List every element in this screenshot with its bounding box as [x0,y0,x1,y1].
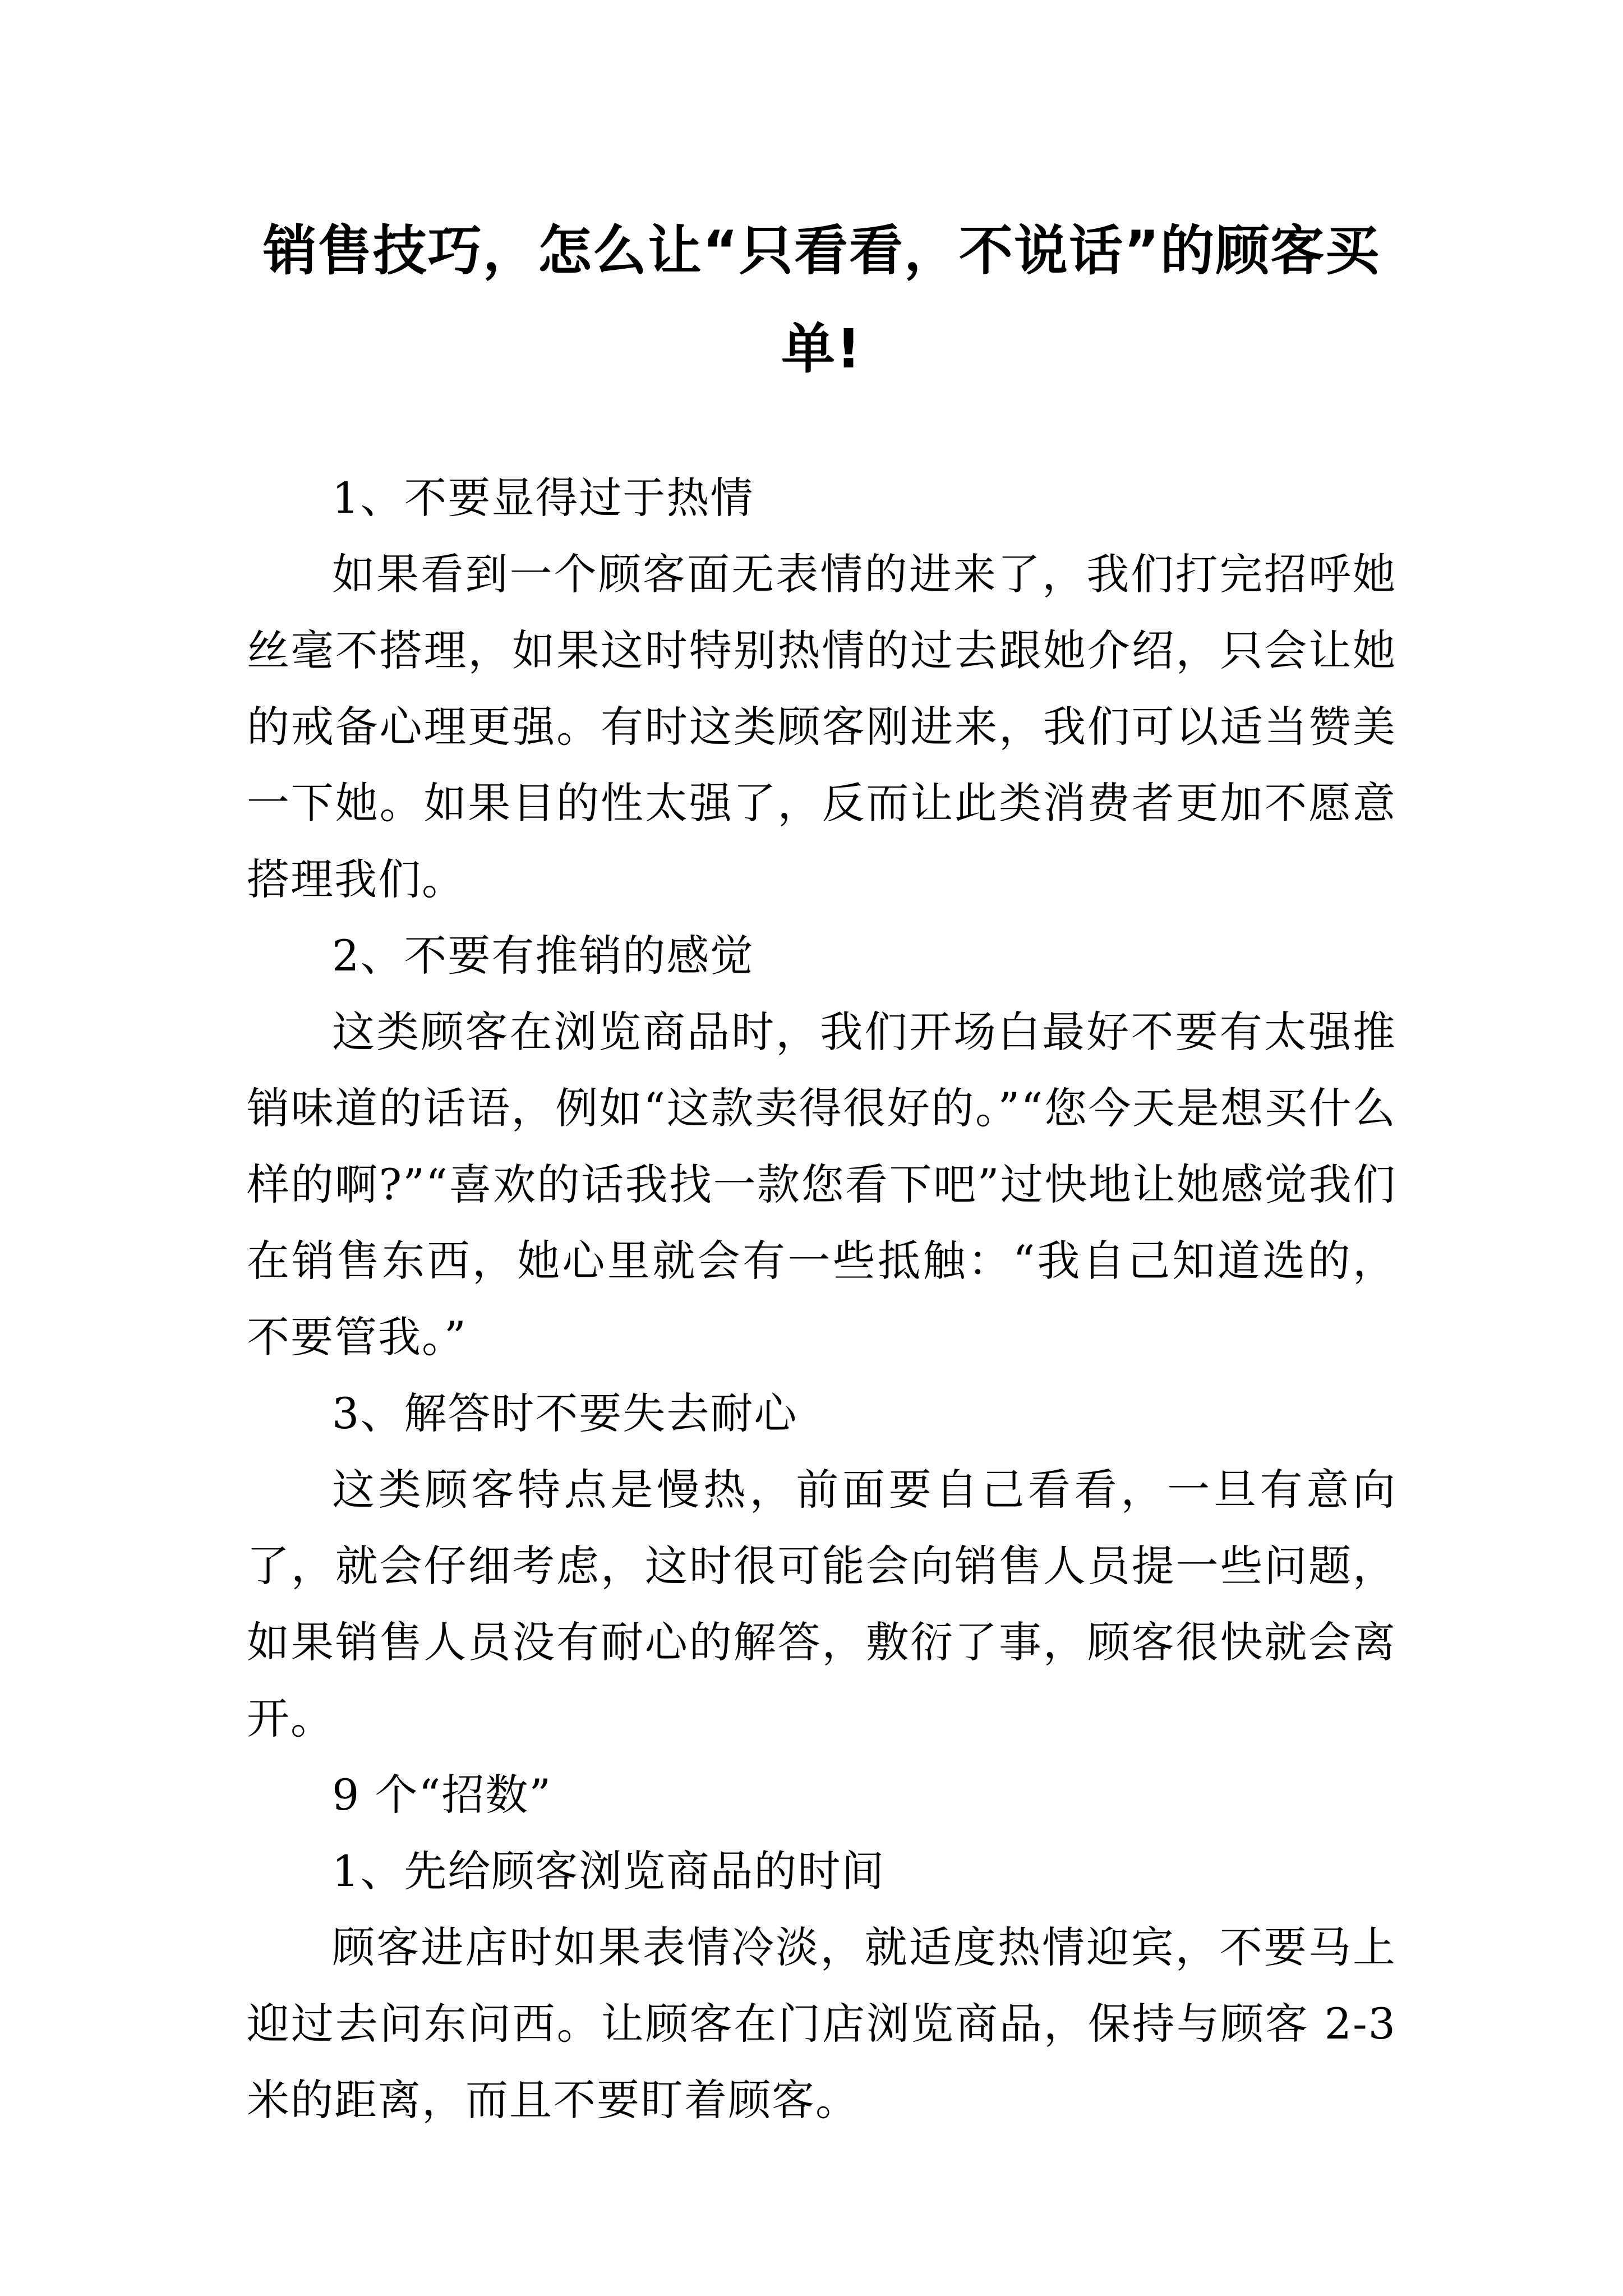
paragraph-3: 这类顾客特点是慢热，前面要自己看看，一旦有意向了，就会仔细考虑，这时很可能会向销售人员提一些问题，如果销售人员没有耐心的解答，敷衍了事，顾客很快就会离开。 [247,1465,1396,1743]
paragraph-2: 这类顾客在浏览商品时，我们开场白最好不要有太强推销味道的话语，例如“这款卖得很好的。”“您今天是想买什么样的啊?”“喜欢的话我找一款您看下吧”过快地让她感觉我们在销售东西，她心里就会有一些抵触：“我自己知道选的，不要管我。” [247,1007,1396,1362]
heading-3-stay-patient: 3、解答时不要失去耐心 [332,1388,798,1438]
heading-1-not-overly-enthusiastic: 1、不要显得过于热情 [332,473,754,523]
paragraph-tip-1: 顾客进店时如果表情冷淡，就适度热情迎宾，不要马上迎过去问东问西。让顾客在门店浏览商品，保持与顾客 2-3 米的距离，而且不要盯着顾客。 [247,1922,1396,2125]
document-title: 销售技巧，怎么让“只看看，不说话”的顾客买单! [262,219,1381,380]
document-body [247,460,1396,2138]
heading-nine-tips: 9 个“招数” [332,1770,552,1820]
heading-tip-1-browsing-time: 1、先给顾客浏览商品的时间 [332,1846,886,1896]
paragraph-1: 如果看到一个顾客面无表情的进来了，我们打完招呼她丝毫不搭理，如果这时特别热情的过去跟她介绍，只会让她的戒备心理更强。有时这类顾客刚进来，我们可以适当赞美一下她。如果目的性太强了，反而让此类消费者更加不愿意搭理我们。 [247,549,1396,904]
heading-2-no-hard-sell: 2、不要有推销的感觉 [332,931,754,981]
